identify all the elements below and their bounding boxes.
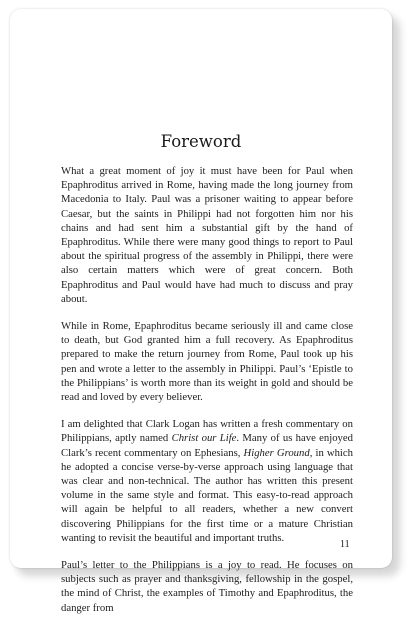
page-title: Foreword xyxy=(160,132,242,151)
paragraph-1-text: What a great moment of joy it must have been for Paul when Epaphroditus arrived in Rome, having made the long journey from Macedonia to Italy. Paul was a prisoner waiting to appear before Caesar, but the saints in Philippi had not forgotten him nor his chains and had sent him a substantial gift by the hand of Epaphroditus. While there were many good things to report to Paul about the spiritual progress of the assembly in Philippi, there were also certain matters which were of great concern. Both Epaphroditus and Paul would have had much to discuss and pray about. xyxy=(61,165,353,305)
paragraph-1 xyxy=(61,164,353,306)
paragraph-3-text-a: I am delighted that Clark Logan has written a fresh commentary on Philippians, aptly named xyxy=(61,418,353,445)
paragraph-4-text: Paul’s letter to the Philippians is a joy to read. He focuses on subjects such as prayer and thanksgiving, fellowship in the gospel, the mind of Christ, the examples of Timothy and Epaphroditus, the danger from xyxy=(61,559,353,614)
body-text xyxy=(61,164,353,628)
paragraph-4 xyxy=(61,558,353,615)
paragraph-3-text-b: . Many of us have enjoyed Clark’s recent commentary on Ephesians, xyxy=(61,432,353,459)
paragraph-2-text: While in Rome, Epaphroditus became seriously ill and came close to death, but God granted him a full recovery. As Epaphroditus prepared to make the return journey from Rome, Paul took up his pen and wrote a letter to the assembly in Philippi. Paul’s ‘Epistle to the Philippians’ is worth more than its weight in gold and should be read and loved by every believer. xyxy=(61,320,353,404)
book-page xyxy=(10,9,392,614)
page-number: 11 xyxy=(340,539,350,550)
book-title-higher-ground: Higher Ground, xyxy=(243,446,313,459)
paragraph-3-text-c: in which he adopted a concise verse-by-verse approach using language that was clear and non-technical. The author has written this present volume in the same style and format. This easy-to-read approach will again be helpful to all readers, whether a new convert discovering Philippians for the first time or a mature Christian wanting to revisit the beautiful and important truths. xyxy=(61,446,353,544)
paragraph-2 xyxy=(61,319,353,404)
paragraph-3 xyxy=(61,417,353,545)
book-title-christ-our-life: Christ our Life xyxy=(171,432,237,445)
